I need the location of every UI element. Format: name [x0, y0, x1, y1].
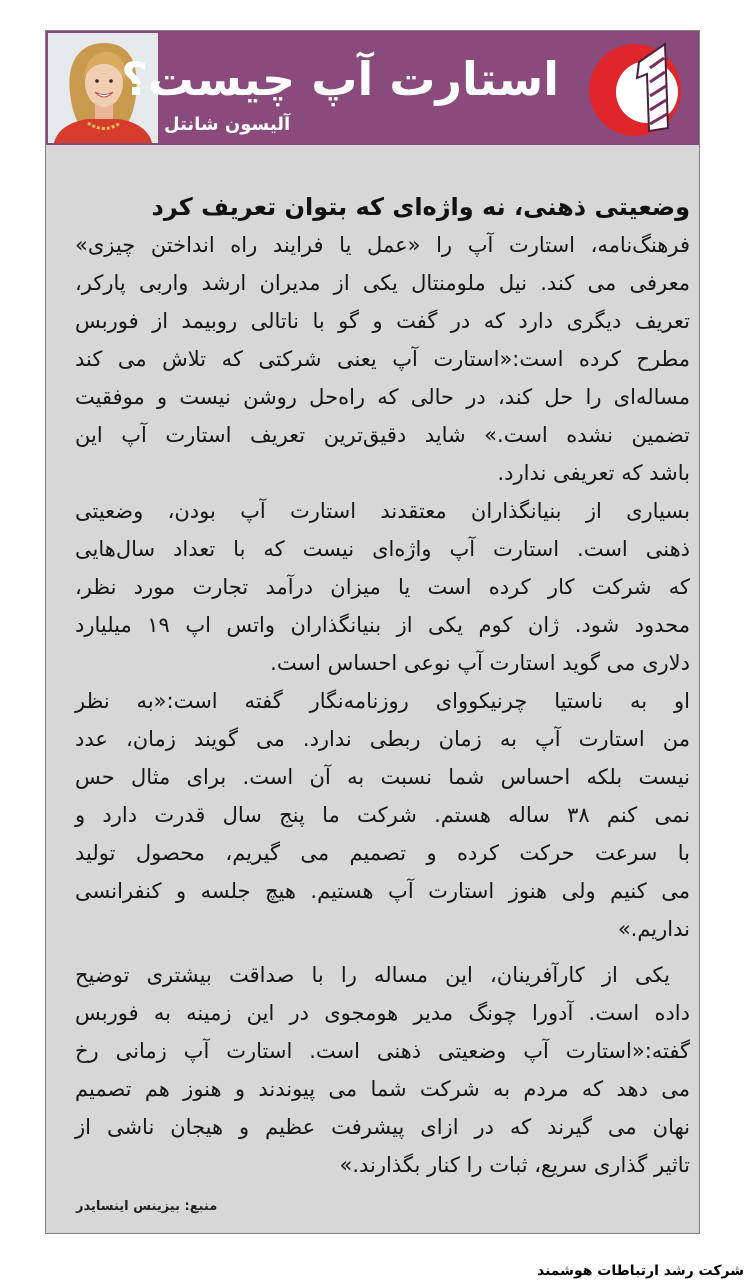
article-line: نمی کنم ۳۸ ساله هستم. شرکت ما پنج سال قدرت دارد و [75, 803, 690, 827]
article-line: ذهنی است. استارت آپ واژه‌ای نیست که با تعداد سال‌هایی [75, 537, 690, 561]
article-line: محدود شود. ژان کوم یکی از بنیانگذاران واتس اپ ۱۹ میلیارد [75, 613, 690, 637]
header-band [46, 31, 699, 145]
article-line: تاثیر گذاری سریع، ثبات را کنار بگذارند.» [339, 1153, 690, 1177]
article-line: نهان می گیرند که در ازای پیشرفت عظیم و هیجان ناشی از [75, 1115, 690, 1139]
article-line: با سرعت حرکت کرده و تصمیم می گیریم، محصول تولید [75, 841, 690, 865]
article-line: دلاری می گوید استارت آپ نوعی احساس است. [270, 651, 690, 675]
article-line: تعریف دیگری دارد که در گفت و گو با ناتالی روبیمد از فوربس [75, 309, 690, 333]
startup-logo-icon [581, 36, 697, 140]
article-line: یکی از کارآفرینان، این مساله را با صداقت بیشتری توضیح [75, 963, 670, 987]
article-line: نداریم.» [617, 917, 690, 941]
article-line: گفته:«استارت آپ وضعیتی ذهنی است. استارت آپ زمانی رخ [75, 1039, 690, 1063]
article-line: تضمین نشده است.» شاید دقیق‌ترین تعریف استارت آپ این [75, 423, 690, 447]
publisher-credit: شرکت رشد ارتباطات هوشمند [536, 1263, 744, 1279]
article-line: فرهنگ‌نامه، استارت آپ را «عمل یا فرایند راه انداختن چیزی» [75, 233, 690, 257]
article-body [75, 188, 690, 1184]
article-line: که شرکت کار کرده است یا میزان درآمد تجارت مورد نظر، [75, 575, 690, 599]
source-credit: منبع: بیزینس اینسایدر [76, 1199, 218, 1214]
author-name: آلیسون شانتل [164, 114, 291, 135]
article-line: مساله‌ای را حل کند، در حالی که راه‌حل روشن نیست و موفقیت [75, 385, 690, 409]
article-line: می دهد که مردم به شرکت شما می پیوندند و هنوز هم تصمیم [75, 1077, 690, 1101]
paragraph-1 [75, 226, 690, 492]
article-line: من استارت آپ به زمان ربطی ندارد. می گویند زمان، عدد [75, 727, 690, 751]
article-line: معرفی می کند. نیل ملومنتال یکی از مدیران ارشد واربی پارکر، [75, 271, 690, 295]
page-title: استارت آپ چیست؟ [121, 52, 559, 106]
article-line: او به ناستیا چرنیکووای روزنامه‌نگار گفته است:«به نظر [75, 689, 690, 713]
article-line: مطرح کرده است:«استارت آپ یعنی شرکتی که تلاش می کند [75, 347, 690, 371]
article-line: بسیاری از بنیانگذاران معتقدند استارت آپ بودن، وضعیتی [75, 499, 690, 523]
paragraph-2 [75, 492, 690, 682]
article-line: باشد که تعریفی ندارد. [497, 461, 690, 485]
article-line: می کنیم ولی هنوز استارت آپ هستیم. هیچ جلسه و کنفرانسی [75, 879, 690, 903]
article-line: داده است. آدورا چونگ مدیر هومجوی در این زمینه به فوربس [75, 1001, 690, 1025]
article-line: نیست بلکه احساس شما نسبت به آن است. برای مثال حس [75, 765, 690, 789]
paragraph-3 [75, 682, 690, 948]
paragraph-4 [75, 956, 690, 1184]
article-heading: وضعیتی ذهنی، نه واژه‌ای که بتوان تعریف کرد [151, 193, 690, 221]
